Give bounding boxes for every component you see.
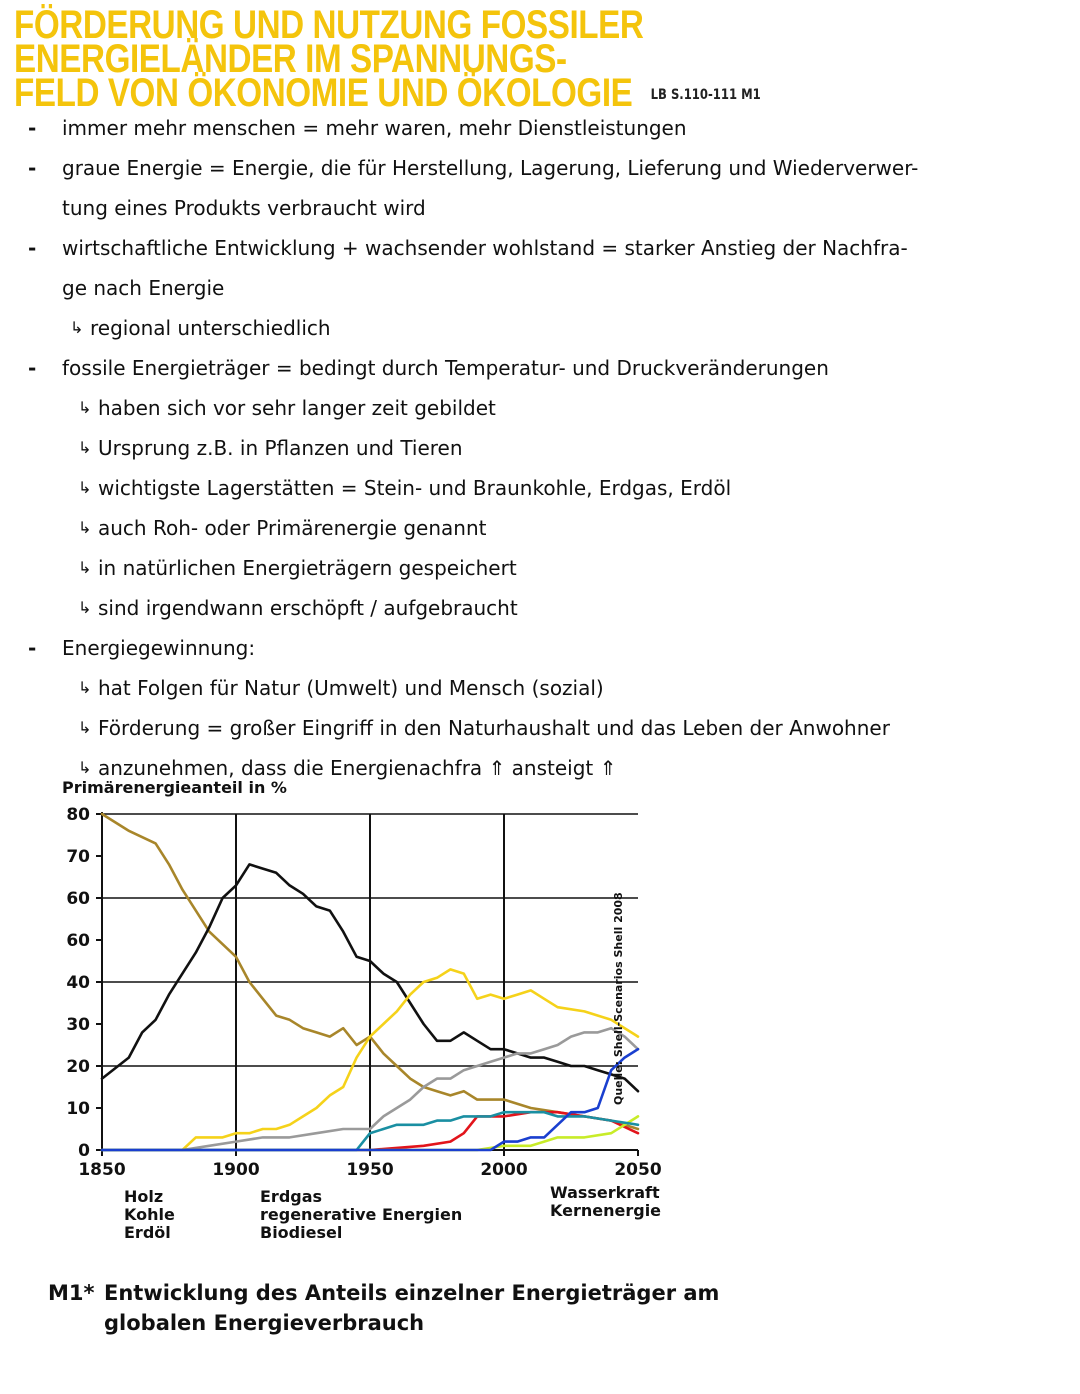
note-subpoint: ↳ haben sich vor sehr langer zeit gebildet (28, 388, 1068, 428)
y-tick-label: 40 (66, 973, 90, 993)
note-subpoint: ↳ Ursprung z.B. in Pflanzen und Tieren (28, 428, 1068, 468)
note-subpoint: ↳ sind irgendwann erschöpft / aufgebraucht (28, 588, 1068, 628)
note-subpoint: ↳ Förderung = großer Eingriff in den Naturhaushalt und das Leben der Anwohner (28, 708, 1068, 748)
note-subpoint: ↳ hat Folgen für Natur (Umwelt) und Mensch (sozial) (28, 668, 1068, 708)
dash-icon: - (28, 236, 37, 260)
book-reference: LB S.110-111 M1 (650, 87, 761, 104)
legend-item: Holz (124, 1187, 164, 1206)
note-subpoint: ↳ in natürlichen Energieträgern gespeichert (28, 548, 1068, 588)
legend-item: regenerative Energien (260, 1205, 463, 1224)
title-line-2 (14, 71, 886, 115)
note-subpoint: ↳ auch Roh- oder Primärenergie genannt (28, 508, 1068, 548)
y-tick-label: 60 (66, 889, 90, 909)
note-continuation: tung eines Produkts verbraucht wird (62, 196, 426, 220)
chart-source: Quelle: Shell-Scenarios Shell 2008 (612, 892, 625, 1105)
y-axis-label: Primärenergieanteil in % (62, 778, 287, 797)
note-bullet: - Energiegewinnung: (28, 628, 1068, 668)
dash-icon: - (28, 356, 37, 380)
title-line-1: FÖRDERUNG UND NUTZUNG FOSSILER ENERGIELÄNDER IM SPANNUNGS- (14, 3, 644, 81)
dash-icon: - (28, 636, 37, 660)
legend-item: Kernenergie (550, 1201, 662, 1220)
arrow-icon: ↳ (78, 718, 92, 737)
y-tick-label: 10 (66, 1099, 90, 1119)
legend-item: Wasserkraft (550, 1183, 660, 1202)
note-bullet: - graue Energie = Energie, die für Herstellung, Lagerung, Lieferung und Wiederverwer- (28, 148, 1068, 188)
x-tick-label: 1850 (78, 1160, 126, 1180)
page-title (14, 3, 886, 115)
legend-item: Erdgas (260, 1187, 323, 1206)
arrow-icon: ↳ (78, 438, 92, 457)
notes-list (28, 108, 1068, 788)
note-continuation: ge nach Energie (62, 276, 225, 300)
arrow-icon: ↳ (78, 758, 92, 777)
title-line-2-text: FELD VON ÖKONOMIE UND ÖKOLOGIE (14, 71, 633, 115)
note-subpoint: ↳ regional unterschiedlich (28, 308, 1068, 348)
arrow-icon: ↳ (78, 598, 92, 617)
note-bullet: - wirtschaftliche Entwicklung + wachsender wohlstand = starker Anstieg der Nachfra- (28, 228, 1068, 268)
y-tick-label: 80 (66, 805, 90, 825)
arrow-icon: ↳ (78, 678, 92, 697)
note-bullet: - immer mehr menschen = mehr waren, mehr Dienstleistungen (28, 108, 1068, 148)
figure-number: M1* (48, 1281, 95, 1305)
legend-group-1 (124, 1188, 175, 1242)
caption-line-2: globalen Energieverbrauch (104, 1311, 425, 1335)
arrow-icon: ↳ (70, 318, 84, 337)
x-tick-label: 2000 (480, 1160, 528, 1180)
y-tick-label: 60 (66, 931, 90, 951)
x-tick-label: 2050 (614, 1160, 662, 1180)
y-tick-label: 70 (66, 847, 90, 867)
caption-line-1: Entwicklung des Anteils einzelner Energieträger am (104, 1281, 720, 1305)
dash-icon: - (28, 116, 37, 140)
legend-item: Erdöl (124, 1223, 171, 1242)
y-tick-label: 0 (78, 1141, 90, 1161)
note-bullet: - fossile Energieträger = bedingt durch Temperatur- und Druckveränderungen (28, 348, 1068, 388)
arrow-icon: ↳ (78, 478, 92, 497)
legend-group-2 (260, 1188, 462, 1242)
legend-item: Kohle (124, 1205, 175, 1224)
note-subpoint: ↳ wichtigste Lagerstätten = Stein- und Braunkohle, Erdgas, Erdöl (28, 468, 1068, 508)
y-tick-label: 20 (66, 1057, 90, 1077)
arrow-icon: ↳ (78, 558, 92, 577)
arrow-icon: ↳ (78, 518, 92, 537)
figure-caption (48, 1278, 748, 1338)
x-tick-label: 1900 (212, 1160, 260, 1180)
arrow-icon: ↳ (78, 398, 92, 417)
y-tick-label: 30 (66, 1015, 90, 1035)
legend-group-3 (550, 1184, 661, 1220)
note-subpoint: ↳ anzunehmen, dass die Energienachfra ⇑ ansteigt ⇑ (28, 748, 1068, 788)
x-tick-label: 1950 (346, 1160, 394, 1180)
dash-icon: - (28, 156, 37, 180)
legend-item: Biodiesel (260, 1223, 343, 1242)
